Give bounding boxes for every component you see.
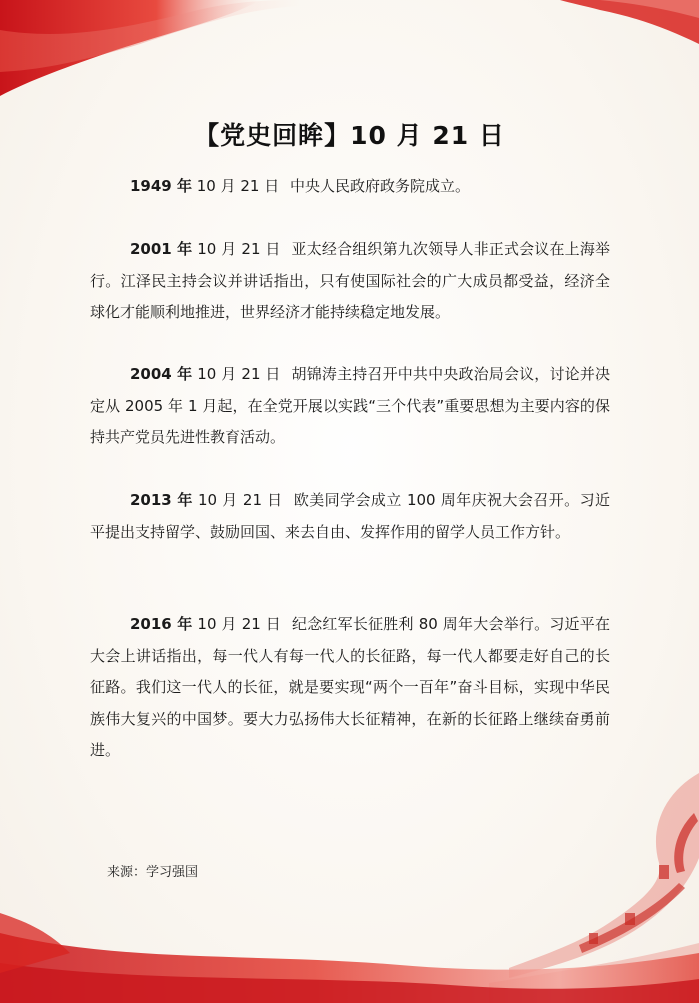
- entry-2013: [90, 485, 610, 548]
- entry-date: 10 月 21 日: [192, 365, 286, 383]
- entry-date: 10 月 21 日: [192, 240, 286, 258]
- entry-year: 2004 年: [130, 365, 193, 383]
- entry-text: 纪念红军长征胜利 80 周年大会举行。习近平在大会上讲话指出，每一代人有每一代人的长征路，每一代人都要走好自己的长征路。我们这一代人的长征，就是要实现“两个一百年”奋斗目标，实现中华民族伟大复兴的中国梦。要大力弘扬伟大长征精神，在新的长征路上继续奋勇前进。: [90, 615, 610, 759]
- entry-text: 中央人民政府政务院成立。: [290, 177, 471, 195]
- entry-date: 10 月 21 日: [191, 177, 284, 195]
- entry-date: 10 月 21 日: [192, 615, 286, 633]
- page-title: 【党史回眸】10 月 21 日: [194, 121, 505, 150]
- source-credit: 来源：学习强国: [107, 865, 199, 880]
- entry-year: 1949 年: [130, 177, 192, 195]
- entry-year: 2001 年: [130, 240, 193, 258]
- entry-text: 欧美同学会成立 100 周年庆祝大会召开。习近平提出支持留学、鼓励回国、来去自由、发挥作用的留学人员工作方针。: [90, 491, 611, 541]
- entry-2004: [90, 359, 610, 454]
- entry-text: 胡锦涛主持召开中共中央政治局会议，讨论并决定从 2005 年 1 月起，在全党开展以实践“三个代表”重要思想为主要内容的保持共产党员先进性教育活动。: [90, 365, 610, 446]
- entry-year: 2016 年: [130, 615, 193, 633]
- entry-date: 10 月 21 日: [192, 491, 288, 509]
- entry-2016: [90, 609, 610, 767]
- entry-text: 亚太经合组织第九次领导人非正式会议在上海举行。江泽民主持会议并讲话指出，只有使国际社会的广大成员都受益，经济全球化才能顺利地推进，世界经济才能持续稳定地发展。: [90, 240, 610, 321]
- entry-1949: [90, 171, 610, 203]
- entry-year: 2013 年: [130, 491, 193, 509]
- entry-2001: [90, 234, 610, 329]
